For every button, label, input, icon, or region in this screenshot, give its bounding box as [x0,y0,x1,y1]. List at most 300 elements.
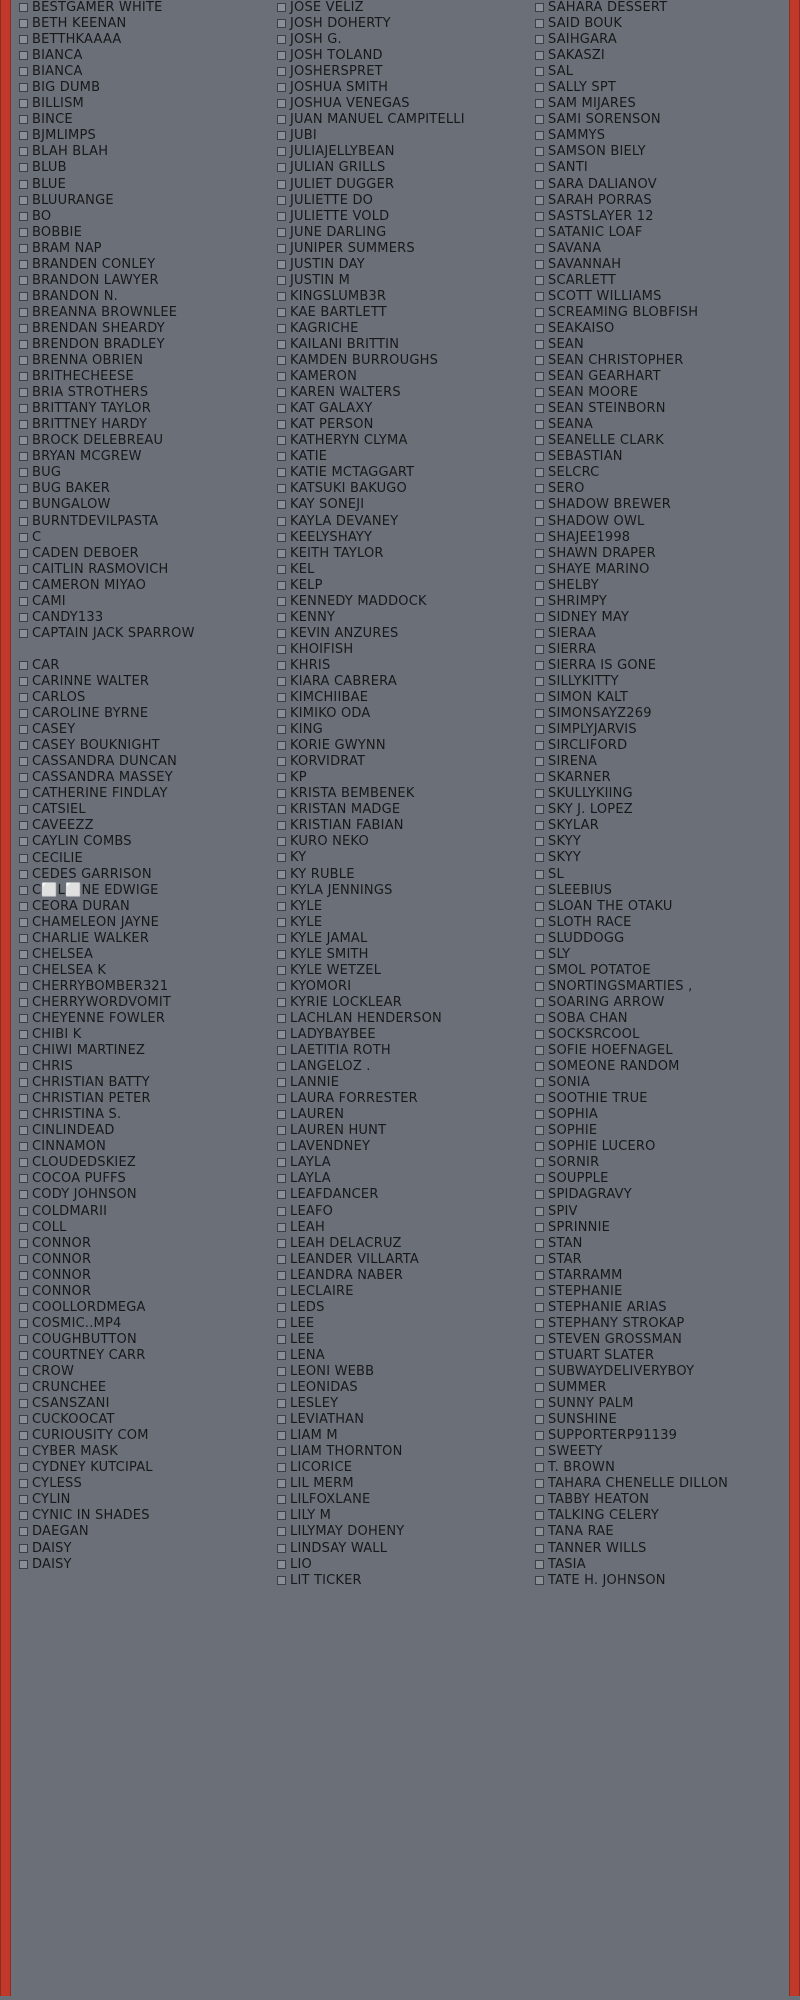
checkbox-empty-icon[interactable] [277,982,286,991]
checkbox-empty-icon[interactable] [277,260,286,269]
checkbox-empty-icon[interactable] [535,805,544,814]
list-item[interactable] [277,1011,527,1027]
checkbox-empty-icon[interactable] [535,902,544,911]
checkbox-empty-icon[interactable] [535,51,544,60]
checkbox-empty-icon[interactable] [277,1030,286,1039]
list-item[interactable] [535,16,785,32]
checkbox-empty-icon[interactable] [277,468,286,477]
list-item[interactable] [277,931,527,947]
list-item[interactable] [19,1428,269,1444]
list-item[interactable] [535,289,785,305]
checkbox-empty-icon[interactable] [535,1560,544,1569]
checkbox-empty-icon[interactable] [19,163,28,172]
checkbox-empty-icon[interactable] [19,1560,28,1569]
checkbox-empty-icon[interactable] [19,1271,28,1280]
list-item[interactable] [19,594,269,610]
list-item[interactable] [277,963,527,979]
list-item[interactable] [277,899,527,915]
list-item[interactable] [19,1380,269,1396]
list-item[interactable] [535,1332,785,1348]
checkbox-empty-icon[interactable] [19,854,28,863]
checkbox-empty-icon[interactable] [535,1094,544,1103]
list-item[interactable] [535,96,785,112]
checkbox-empty-icon[interactable] [277,420,286,429]
list-item[interactable] [277,433,527,449]
checkbox-empty-icon[interactable] [535,1271,544,1280]
checkbox-empty-icon[interactable] [19,693,28,702]
list-item[interactable] [277,273,527,289]
list-item[interactable] [19,1171,269,1187]
checkbox-empty-icon[interactable] [277,1479,286,1488]
checkbox-empty-icon[interactable] [277,67,286,76]
checkbox-empty-icon[interactable] [19,1319,28,1328]
list-item[interactable] [535,369,785,385]
list-item[interactable] [19,193,269,209]
list-item[interactable] [19,963,269,979]
checkbox-empty-icon[interactable] [277,950,286,959]
list-item[interactable] [19,1075,269,1091]
checkbox-empty-icon[interactable] [277,131,286,140]
list-item[interactable] [535,1011,785,1027]
checkbox-empty-icon[interactable] [535,581,544,590]
checkbox-empty-icon[interactable] [277,292,286,301]
checkbox-empty-icon[interactable] [277,1399,286,1408]
list-item[interactable] [535,321,785,337]
checkbox-empty-icon[interactable] [277,533,286,542]
checkbox-empty-icon[interactable] [535,420,544,429]
list-item[interactable] [535,818,785,834]
checkbox-empty-icon[interactable] [535,1303,544,1312]
list-item[interactable] [535,0,785,16]
checkbox-empty-icon[interactable] [277,1383,286,1392]
list-item[interactable] [277,1139,527,1155]
checkbox-empty-icon[interactable] [277,1174,286,1183]
checkbox-empty-icon[interactable] [277,228,286,237]
checkbox-empty-icon[interactable] [535,1030,544,1039]
list-item[interactable] [19,1524,269,1540]
list-item[interactable] [19,1557,269,1573]
list-item[interactable] [19,1043,269,1059]
list-item[interactable] [19,289,269,305]
list-item[interactable] [535,1268,785,1284]
list-item[interactable] [277,1444,527,1460]
checkbox-empty-icon[interactable] [535,356,544,365]
list-item[interactable] [19,1155,269,1171]
list-item[interactable] [535,1107,785,1123]
checkbox-empty-icon[interactable] [277,741,286,750]
checkbox-empty-icon[interactable] [535,998,544,1007]
list-item[interactable] [535,257,785,273]
list-item[interactable] [535,674,785,690]
list-item[interactable] [19,1204,269,1220]
checkbox-empty-icon[interactable] [535,1255,544,1264]
checkbox-empty-icon[interactable] [19,902,28,911]
checkbox-empty-icon[interactable] [277,1255,286,1264]
checkbox-empty-icon[interactable] [535,340,544,349]
checkbox-empty-icon[interactable] [19,1046,28,1055]
list-item[interactable] [535,1204,785,1220]
list-item[interactable] [535,32,785,48]
list-item[interactable] [535,738,785,754]
list-item[interactable] [19,1412,269,1428]
list-item[interactable] [277,690,527,706]
list-item[interactable] [277,530,527,546]
checkbox-empty-icon[interactable] [19,1544,28,1553]
list-item[interactable] [535,273,785,289]
list-item[interactable] [535,1171,785,1187]
list-item[interactable] [19,305,269,321]
list-item[interactable] [277,96,527,112]
list-item[interactable] [277,979,527,995]
list-item[interactable] [19,177,269,193]
list-item[interactable] [535,722,785,738]
list-item[interactable] [277,481,527,497]
list-item[interactable] [535,417,785,433]
list-item[interactable] [535,160,785,176]
list-item[interactable] [535,241,785,257]
list-item[interactable] [277,546,527,562]
list-item[interactable] [535,1573,785,1589]
list-item[interactable] [277,321,527,337]
checkbox-empty-icon[interactable] [19,1479,28,1488]
list-item[interactable] [277,562,527,578]
list-item[interactable] [19,1332,269,1348]
list-item[interactable] [19,321,269,337]
checkbox-empty-icon[interactable] [19,805,28,814]
checkbox-empty-icon[interactable] [535,918,544,927]
checkbox-empty-icon[interactable] [535,741,544,750]
list-item[interactable] [19,144,269,160]
checkbox-empty-icon[interactable] [19,1062,28,1071]
list-item[interactable] [277,497,527,513]
checkbox-empty-icon[interactable] [19,228,28,237]
list-item[interactable] [19,562,269,578]
checkbox-empty-icon[interactable] [19,1158,28,1167]
checkbox-empty-icon[interactable] [19,308,28,317]
list-item[interactable] [19,1492,269,1508]
list-item[interactable] [19,995,269,1011]
list-item[interactable] [277,1460,527,1476]
checkbox-empty-icon[interactable] [277,244,286,253]
checkbox-empty-icon[interactable] [19,99,28,108]
list-item[interactable] [535,193,785,209]
checkbox-empty-icon[interactable] [19,789,28,798]
list-item[interactable] [535,1187,785,1203]
checkbox-empty-icon[interactable] [277,1062,286,1071]
checkbox-empty-icon[interactable] [535,1126,544,1135]
list-item[interactable] [535,337,785,353]
checkbox-empty-icon[interactable] [277,340,286,349]
list-item[interactable] [535,305,785,321]
list-item[interactable] [277,594,527,610]
list-item[interactable] [19,834,269,850]
checkbox-empty-icon[interactable] [19,388,28,397]
list-item[interactable] [277,1557,527,1573]
checkbox-empty-icon[interactable] [19,276,28,285]
list-item[interactable] [535,1557,785,1573]
checkbox-empty-icon[interactable] [277,1158,286,1167]
list-item[interactable] [19,546,269,562]
checkbox-empty-icon[interactable] [535,1319,544,1328]
list-item[interactable] [535,1476,785,1492]
checkbox-empty-icon[interactable] [535,1174,544,1183]
list-item[interactable] [277,128,527,144]
checkbox-empty-icon[interactable] [19,1463,28,1472]
checkbox-empty-icon[interactable] [535,1190,544,1199]
checkbox-empty-icon[interactable] [535,1142,544,1151]
checkbox-empty-icon[interactable] [277,661,286,670]
checkbox-empty-icon[interactable] [535,131,544,140]
checkbox-empty-icon[interactable] [535,372,544,381]
list-item[interactable] [277,786,527,802]
list-item[interactable] [535,514,785,530]
list-item[interactable] [19,1284,269,1300]
list-item[interactable] [19,674,269,690]
checkbox-empty-icon[interactable] [277,1110,286,1119]
checkbox-empty-icon[interactable] [19,452,28,461]
list-item[interactable] [535,594,785,610]
list-item[interactable] [19,626,269,658]
checkbox-empty-icon[interactable] [277,613,286,622]
checkbox-empty-icon[interactable] [19,1030,28,1039]
list-item[interactable] [535,449,785,465]
list-item[interactable] [535,1396,785,1412]
checkbox-empty-icon[interactable] [277,1126,286,1135]
checkbox-empty-icon[interactable] [535,1383,544,1392]
checkbox-empty-icon[interactable] [277,452,286,461]
checkbox-empty-icon[interactable] [277,276,286,285]
checkbox-empty-icon[interactable] [277,581,286,590]
checkbox-empty-icon[interactable] [19,998,28,1007]
checkbox-empty-icon[interactable] [535,821,544,830]
checkbox-empty-icon[interactable] [19,597,28,606]
list-item[interactable] [277,1412,527,1428]
checkbox-empty-icon[interactable] [277,549,286,558]
list-item[interactable] [535,931,785,947]
checkbox-empty-icon[interactable] [535,115,544,124]
list-item[interactable] [19,786,269,802]
list-item[interactable] [535,963,785,979]
checkbox-empty-icon[interactable] [535,67,544,76]
list-item[interactable] [535,1444,785,1460]
list-item[interactable] [277,995,527,1011]
list-item[interactable] [19,1252,269,1268]
list-item[interactable] [19,497,269,513]
checkbox-empty-icon[interactable] [535,1239,544,1248]
checkbox-empty-icon[interactable] [535,629,544,638]
list-item[interactable] [535,834,785,850]
list-item[interactable] [19,658,269,674]
list-item[interactable] [535,1300,785,1316]
list-item[interactable] [535,1508,785,1524]
checkbox-empty-icon[interactable] [535,549,544,558]
checkbox-empty-icon[interactable] [277,19,286,28]
list-item[interactable] [19,851,269,867]
list-item[interactable] [19,337,269,353]
checkbox-empty-icon[interactable] [277,484,286,493]
checkbox-empty-icon[interactable] [277,163,286,172]
list-item[interactable] [277,1332,527,1348]
checkbox-empty-icon[interactable] [19,1303,28,1312]
checkbox-empty-icon[interactable] [535,853,544,862]
checkbox-empty-icon[interactable] [19,661,28,670]
list-item[interactable] [277,1364,527,1380]
checkbox-empty-icon[interactable] [19,1239,28,1248]
list-item[interactable] [277,144,527,160]
list-item[interactable] [19,610,269,626]
checkbox-empty-icon[interactable] [277,1431,286,1440]
checkbox-empty-icon[interactable] [19,404,28,413]
checkbox-empty-icon[interactable] [535,517,544,526]
list-item[interactable] [535,481,785,497]
list-item[interactable] [19,883,269,899]
checkbox-empty-icon[interactable] [19,982,28,991]
list-item[interactable] [277,802,527,818]
checkbox-empty-icon[interactable] [19,1190,28,1199]
list-item[interactable] [19,96,269,112]
checkbox-empty-icon[interactable] [277,757,286,766]
list-item[interactable] [19,578,269,594]
checkbox-empty-icon[interactable] [277,629,286,638]
checkbox-empty-icon[interactable] [19,180,28,189]
checkbox-empty-icon[interactable] [535,1351,544,1360]
list-item[interactable] [535,1541,785,1557]
list-item[interactable] [19,1541,269,1557]
list-item[interactable] [19,690,269,706]
list-item[interactable] [277,257,527,273]
list-item[interactable] [19,465,269,481]
list-item[interactable] [277,465,527,481]
list-item[interactable] [535,1155,785,1171]
checkbox-empty-icon[interactable] [535,1576,544,1585]
list-item[interactable] [535,578,785,594]
list-item[interactable] [277,834,527,850]
list-item[interactable] [19,1300,269,1316]
list-item[interactable] [535,1316,785,1332]
list-item[interactable] [277,947,527,963]
list-item[interactable] [277,0,527,16]
list-item[interactable] [277,754,527,770]
list-item[interactable] [19,947,269,963]
checkbox-empty-icon[interactable] [19,468,28,477]
list-item[interactable] [277,1380,527,1396]
list-item[interactable] [535,497,785,513]
checkbox-empty-icon[interactable] [277,853,286,862]
checkbox-empty-icon[interactable] [535,1335,544,1344]
checkbox-empty-icon[interactable] [277,597,286,606]
checkbox-empty-icon[interactable] [19,1014,28,1023]
list-item[interactable] [277,80,527,96]
list-item[interactable] [19,80,269,96]
list-item[interactable] [535,128,785,144]
checkbox-empty-icon[interactable] [277,372,286,381]
list-item[interactable] [535,899,785,915]
checkbox-empty-icon[interactable] [277,1463,286,1472]
checkbox-empty-icon[interactable] [19,629,28,638]
list-item[interactable] [277,883,527,899]
checkbox-empty-icon[interactable] [277,436,286,445]
list-item[interactable] [535,562,785,578]
checkbox-empty-icon[interactable] [277,1223,286,1232]
checkbox-empty-icon[interactable] [535,292,544,301]
list-item[interactable] [19,1187,269,1203]
checkbox-empty-icon[interactable] [277,1014,286,1023]
list-item[interactable] [535,353,785,369]
checkbox-empty-icon[interactable] [19,613,28,622]
list-item[interactable] [277,1220,527,1236]
list-item[interactable] [19,915,269,931]
list-item[interactable] [277,369,527,385]
checkbox-empty-icon[interactable] [19,741,28,750]
checkbox-empty-icon[interactable] [19,1431,28,1440]
checkbox-empty-icon[interactable] [535,83,544,92]
list-item[interactable] [277,449,527,465]
checkbox-empty-icon[interactable] [277,1447,286,1456]
list-item[interactable] [535,1524,785,1540]
list-item[interactable] [535,177,785,193]
checkbox-empty-icon[interactable] [277,1511,286,1520]
list-item[interactable] [277,177,527,193]
list-item[interactable] [19,738,269,754]
list-item[interactable] [19,481,269,497]
checkbox-empty-icon[interactable] [535,468,544,477]
list-item[interactable] [19,1316,269,1332]
checkbox-empty-icon[interactable] [19,131,28,140]
checkbox-empty-icon[interactable] [535,950,544,959]
list-item[interactable] [19,1220,269,1236]
list-item[interactable] [19,225,269,241]
list-item[interactable] [277,209,527,225]
checkbox-empty-icon[interactable] [535,1463,544,1472]
list-item[interactable] [19,1364,269,1380]
list-item[interactable] [277,738,527,754]
checkbox-empty-icon[interactable] [277,918,286,927]
list-item[interactable] [277,1123,527,1139]
checkbox-empty-icon[interactable] [277,998,286,1007]
list-item[interactable] [277,417,527,433]
list-item[interactable] [535,64,785,80]
checkbox-empty-icon[interactable] [535,163,544,172]
checkbox-empty-icon[interactable] [277,212,286,221]
list-item[interactable] [19,449,269,465]
checkbox-empty-icon[interactable] [535,837,544,846]
checkbox-empty-icon[interactable] [277,196,286,205]
list-item[interactable] [19,128,269,144]
checkbox-empty-icon[interactable] [19,3,28,12]
checkbox-empty-icon[interactable] [19,1255,28,1264]
list-item[interactable] [277,722,527,738]
list-item[interactable] [535,1460,785,1476]
checkbox-empty-icon[interactable] [535,228,544,237]
list-item[interactable] [19,401,269,417]
checkbox-empty-icon[interactable] [277,1560,286,1569]
checkbox-empty-icon[interactable] [19,549,28,558]
checkbox-empty-icon[interactable] [277,404,286,413]
list-item[interactable] [535,1091,785,1107]
checkbox-empty-icon[interactable] [535,3,544,12]
list-item[interactable] [277,385,527,401]
checkbox-empty-icon[interactable] [535,324,544,333]
list-item[interactable] [535,786,785,802]
checkbox-empty-icon[interactable] [535,196,544,205]
list-item[interactable] [277,706,527,722]
list-item[interactable] [277,193,527,209]
checkbox-empty-icon[interactable] [535,1287,544,1296]
checkbox-empty-icon[interactable] [277,1207,286,1216]
checkbox-empty-icon[interactable] [277,565,286,574]
list-item[interactable] [535,706,785,722]
checkbox-empty-icon[interactable] [277,837,286,846]
